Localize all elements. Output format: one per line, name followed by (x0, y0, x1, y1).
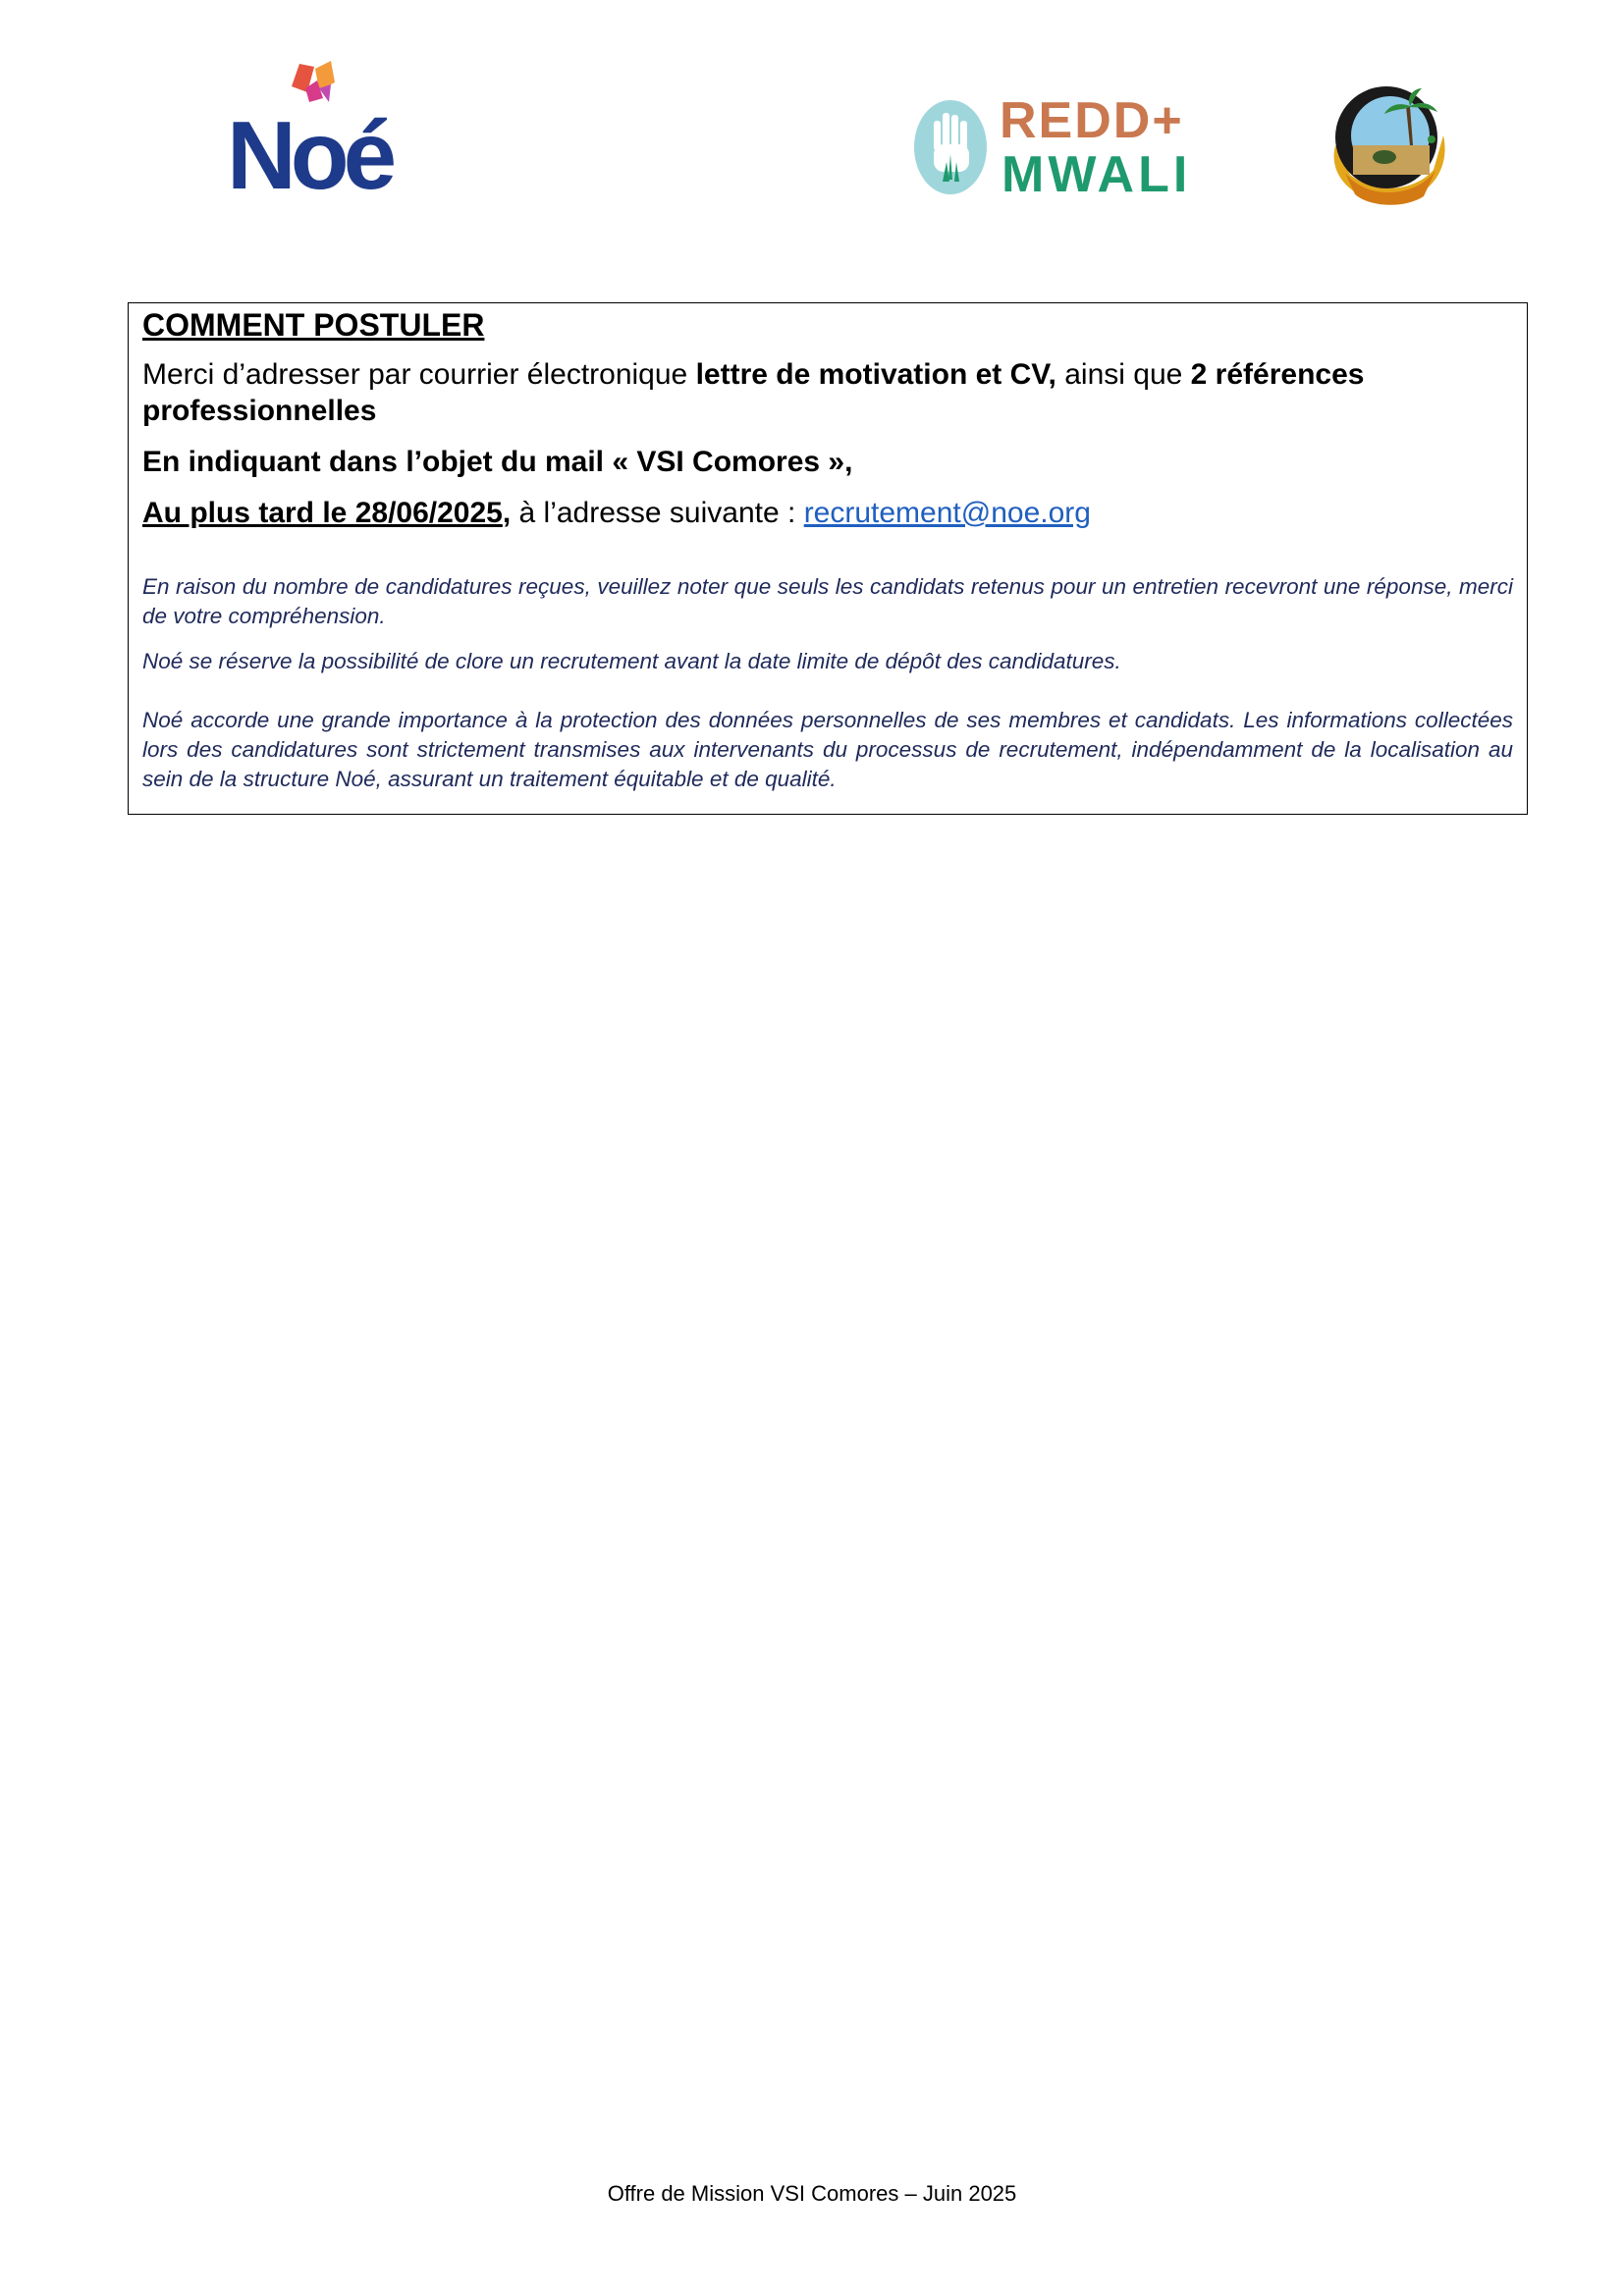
instructions-paragraph: Merci d’adresser par courrier électronique lettre de motivation et CV, ainsi que 2 références professionnelles (142, 358, 1365, 427)
note-closing: Noé se réserve la possibilité de clore un recrutement avant la date limite de dépôt des candidatures. (142, 649, 1121, 673)
park-seal-logo (1316, 77, 1458, 209)
recruitment-email-link[interactable]: recrutement@noe.org (803, 497, 1091, 529)
page-footer: Offre de Mission VSI Comores – Juin 2025 (607, 2181, 1017, 2206)
deadline: Au plus tard le 28/06/2025 (142, 497, 503, 529)
noe-logo-text: Noé (227, 101, 392, 206)
noe-logo (221, 59, 417, 206)
hand-icon (934, 113, 969, 172)
note-data-protection: Noé accorde une grande importance à la protection des données personnelles de ses membres et candidats. Les informations collectées lors des candidatures sont strictement transmises aux intervenants du processus de recrutement, indépendamment de la localisation au sein de la structure Noé, assurant un traitement équitable et de qualité. (142, 708, 1513, 791)
note-responses: En raison du nombre de candidatures reçues, veuillez noter que seuls les candidats retenus pour un entretien recevront une réponse, merci de votre compréhension. (142, 574, 1513, 628)
subject-line-instruction: En indiquant dans l’objet du mail « VSI Comores », (142, 446, 853, 478)
section-title: COMMENT POSTULER (142, 307, 485, 343)
how-to-apply-box (128, 302, 1528, 815)
deadline-paragraph: Au plus tard le 28/06/2025, à l’adresse suivante : recrutement@noe.org (142, 497, 1091, 529)
mwali-text: MWALI (1001, 146, 1192, 201)
redd-text: REDD+ (1000, 93, 1184, 149)
redd-mwali-logo (911, 93, 1265, 201)
